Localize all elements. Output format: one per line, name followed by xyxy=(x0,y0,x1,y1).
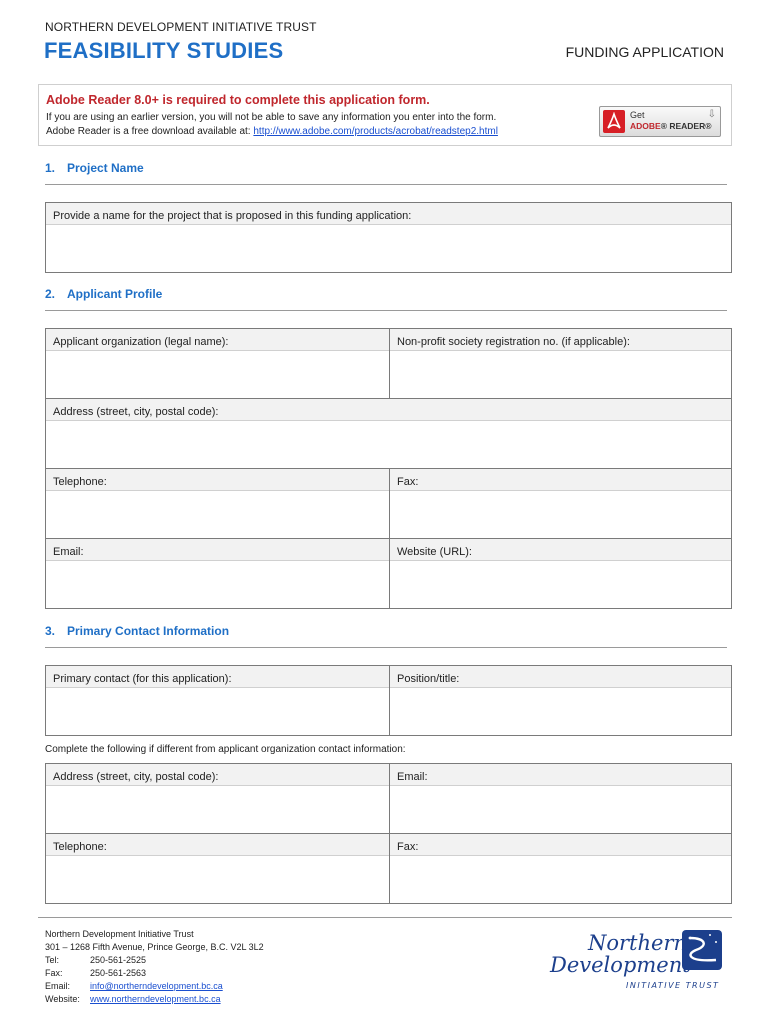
footer-fax: 250-561-2563 xyxy=(90,968,147,978)
contact-telephone-input[interactable] xyxy=(46,856,389,903)
footer-website-link[interactable]: www.northerndevelopment.bc.ca xyxy=(90,994,221,1004)
position-input[interactable] xyxy=(390,688,731,735)
logo-line1: Northern xyxy=(588,931,688,955)
footer-address: 301 – 1268 Fifth Avenue, Prince George, B.C. V2L 3L2 xyxy=(45,942,264,952)
footer-tel-label: Tel: xyxy=(45,955,60,965)
notice-download-text xyxy=(46,126,498,137)
section-divider xyxy=(45,310,727,311)
contact-email-label: Email: xyxy=(390,764,731,786)
applicant-website-label: Website (URL): xyxy=(390,539,731,561)
logo-line2: Development xyxy=(550,953,691,977)
section-heading-primary-contact xyxy=(45,624,229,638)
primary-contact-label: Primary contact (for this application): xyxy=(46,666,389,688)
applicant-org-input[interactable] xyxy=(46,351,389,398)
applicant-address-cell xyxy=(46,399,732,469)
footer-tel: 250-561-2525 xyxy=(90,955,147,965)
contact-note: Complete the following if different from applicant organization contact information: xyxy=(45,744,406,755)
page-title: FEASIBILITY STUDIES xyxy=(44,38,284,63)
applicant-telephone-input[interactable] xyxy=(46,491,389,538)
notice-download-prefix: Adobe Reader is a free download available at: xyxy=(46,126,254,137)
contact-details-table xyxy=(45,763,732,904)
section-title: Applicant Profile xyxy=(67,287,163,301)
footer-fax-label: Fax: xyxy=(45,968,63,978)
applicant-profile-table xyxy=(45,328,732,609)
footer-website-row xyxy=(45,993,264,1006)
position-label: Position/title: xyxy=(390,666,731,688)
applicant-email-cell xyxy=(46,539,390,609)
section-divider xyxy=(45,647,727,648)
contact-address-label: Address (street, city, postal code): xyxy=(46,764,389,786)
section-number: 3. xyxy=(45,624,56,638)
org-name-header: NORTHERN DEVELOPMENT INITIATIVE TRUST xyxy=(45,20,317,34)
section-heading-project-name xyxy=(45,161,144,175)
notice-text: If you are using an earlier version, you will not be able to save any information you enter into the form. xyxy=(46,112,497,123)
contact-telephone-label: Telephone: xyxy=(46,834,389,856)
adobe-notice-box xyxy=(38,84,732,146)
applicant-email-input[interactable] xyxy=(46,561,389,608)
project-name-input[interactable] xyxy=(46,225,731,272)
footer-tel-row xyxy=(45,954,264,967)
page-subtitle: FUNDING APPLICATION xyxy=(565,44,724,60)
badge-product-text xyxy=(630,121,711,131)
primary-contact-cell xyxy=(46,666,390,736)
contact-email-cell xyxy=(390,764,732,834)
footer-org: Northern Development Initiative Trust xyxy=(45,929,194,939)
badge-reader-word: ® READER® xyxy=(660,121,712,131)
section-number: 1. xyxy=(45,161,56,175)
footer-email-row xyxy=(45,980,264,993)
applicant-fax-input[interactable] xyxy=(390,491,731,538)
applicant-telephone-cell xyxy=(46,469,390,539)
download-arrow-icon: ⇩ xyxy=(707,109,716,120)
applicant-email-label: Email: xyxy=(46,539,389,561)
adobe-download-link[interactable]: http://www.adobe.com/products/acrobat/readstep2.html xyxy=(253,126,498,137)
contact-address-cell xyxy=(46,764,390,834)
applicant-org-label: Applicant organization (legal name): xyxy=(46,329,389,351)
section-title: Project Name xyxy=(67,161,144,175)
contact-fax-label: Fax: xyxy=(390,834,731,856)
applicant-fax-cell xyxy=(390,469,732,539)
badge-get-text: Get xyxy=(630,110,645,120)
applicant-org-cell xyxy=(46,329,390,399)
project-name-label: Provide a name for the project that is proposed in this funding application: xyxy=(46,203,731,225)
primary-contact-input[interactable] xyxy=(46,688,389,735)
contact-telephone-cell xyxy=(46,834,390,904)
registration-input[interactable] xyxy=(390,351,731,398)
applicant-website-input[interactable] xyxy=(390,561,731,608)
applicant-telephone-label: Telephone: xyxy=(46,469,389,491)
footer-contact-block xyxy=(45,928,264,1006)
section-divider xyxy=(45,184,727,185)
registration-label: Non-profit society registration no. (if applicable): xyxy=(390,329,731,351)
footer-divider xyxy=(38,917,732,918)
section-number: 2. xyxy=(45,287,56,301)
section-heading-applicant-profile xyxy=(45,287,162,301)
applicant-address-input[interactable] xyxy=(46,421,731,468)
footer-fax-row xyxy=(45,967,264,980)
contact-email-input[interactable] xyxy=(390,786,731,833)
notice-title: Adobe Reader 8.0+ is required to complete this application form. xyxy=(46,93,430,107)
logo-line3: INITIATIVE TRUST xyxy=(626,981,720,990)
footer-website-label: Website: xyxy=(45,994,80,1004)
project-name-cell xyxy=(46,203,732,273)
primary-contact-table xyxy=(45,665,732,736)
applicant-website-cell xyxy=(390,539,732,609)
get-adobe-reader-button[interactable] xyxy=(599,106,721,137)
project-name-table xyxy=(45,202,732,273)
footer-email-label: Email: xyxy=(45,981,71,991)
badge-adobe-word: ADOBE xyxy=(630,121,661,131)
applicant-address-label: Address (street, city, postal code): xyxy=(46,399,731,421)
footer-email-link[interactable]: info@northerndevelopment.bc.ca xyxy=(90,981,223,991)
adobe-logo-icon xyxy=(603,110,625,133)
position-cell xyxy=(390,666,732,736)
applicant-fax-label: Fax: xyxy=(390,469,731,491)
registration-cell xyxy=(390,329,732,399)
contact-fax-cell xyxy=(390,834,732,904)
contact-address-input[interactable] xyxy=(46,786,389,833)
section-title: Primary Contact Information xyxy=(67,624,230,638)
contact-fax-input[interactable] xyxy=(390,856,731,903)
northern-development-logo xyxy=(548,926,728,996)
